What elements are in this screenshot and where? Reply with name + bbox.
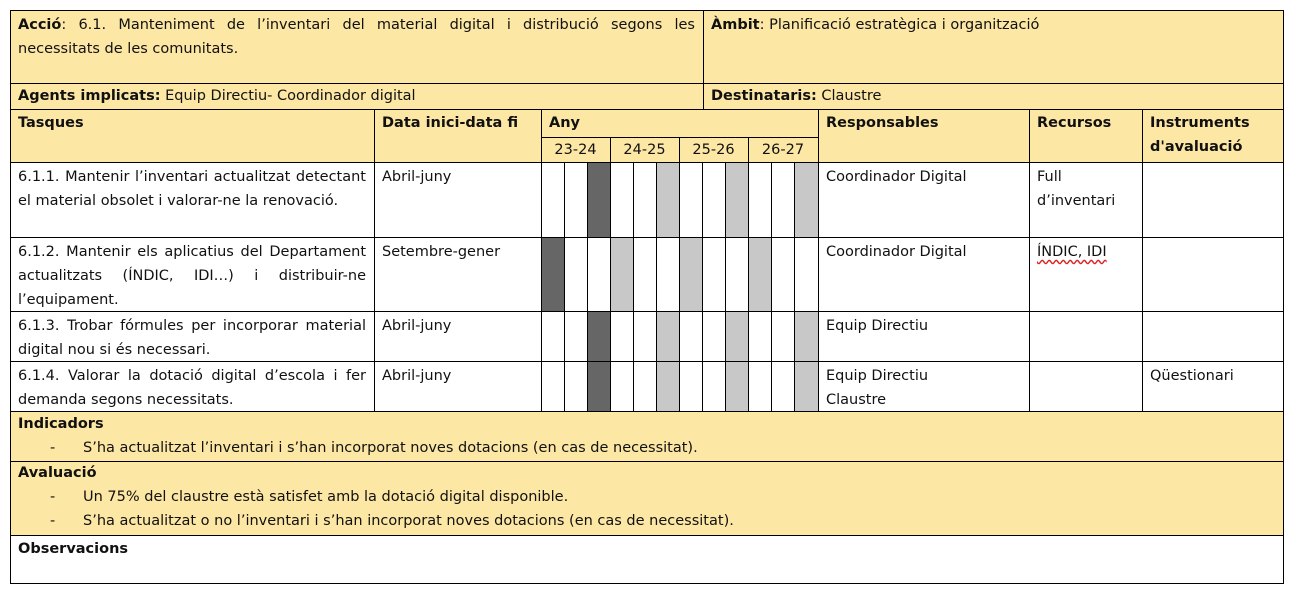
task-2-dates: Setembre-gener: [374, 237, 541, 311]
col-tasques: Tasques: [10, 109, 374, 162]
ambit-cell: [703, 10, 1283, 83]
col-any: Any: [541, 109, 818, 137]
border-line: [10, 535, 1283, 536]
task-1-dates: Abril-juny: [374, 162, 541, 237]
gantt-cell: [748, 162, 771, 237]
accio-text: : 6.1. Manteniment de l’inventari del material digital i distribució segons les necessitats de les comunitats.: [18, 17, 695, 57]
avaluacio-section: [10, 461, 1283, 535]
border-line: [794, 162, 795, 411]
border-line: [633, 162, 634, 411]
gantt-cell: [794, 361, 818, 411]
border-line: [10, 461, 1283, 462]
gantt-cell: [587, 237, 610, 311]
accio-cell: [10, 10, 703, 83]
border-line: [564, 162, 565, 411]
border-line: [541, 109, 542, 411]
action-plan-table: [10, 10, 1283, 584]
year-23-24: 23-24: [541, 137, 610, 162]
indicadors-section: [10, 411, 1283, 461]
destinataris-label: Destinataris:: [711, 88, 817, 104]
gantt-cell: [771, 361, 794, 411]
indicadors-item: - S’ha actualitzat l’inventari i s’han incorporat noves dotacions (en cas de necessitat).: [18, 436, 1275, 460]
task-2-responsables: Coordinador Digital: [818, 237, 1029, 311]
gantt-cell: [725, 162, 748, 237]
ambit-label: Àmbit: [711, 17, 760, 33]
border-line: [1029, 109, 1030, 411]
border-line: [10, 411, 1283, 412]
year-24-25: 24-25: [610, 137, 679, 162]
border-line: [610, 137, 611, 411]
border-line: [10, 361, 1283, 362]
gantt-cell: [771, 237, 794, 311]
border-line: [10, 10, 11, 584]
avaluacio-item: - Un 75% del claustre està satisfet amb la dotació digital disponible.: [18, 485, 1275, 509]
border-line: [10, 83, 1283, 84]
gantt-cell: [656, 237, 679, 311]
gantt-cell: [725, 237, 748, 311]
task-4-recursos: [1029, 361, 1142, 411]
gantt-cell: [748, 361, 771, 411]
task-4-responsables: [818, 361, 1029, 411]
gantt-cell: [610, 162, 633, 237]
border-line: [818, 109, 819, 411]
border-line: [771, 162, 772, 411]
gantt-cell: [541, 361, 564, 411]
border-line: [10, 311, 1283, 312]
gantt-cell: [748, 311, 771, 361]
gantt-cell: [541, 162, 564, 237]
gantt-cell: [541, 237, 564, 311]
gantt-cell: [794, 237, 818, 311]
border-line: [10, 162, 1283, 163]
task-3-recursos: [1029, 311, 1142, 361]
border-line: [10, 583, 1284, 584]
gantt-cell: [679, 311, 702, 361]
gantt-cell: [587, 162, 610, 237]
task-3-text: 6.1.3. Trobar fórmules per incorporar material digital nou si és necessari.: [10, 311, 374, 361]
year-26-27: 26-27: [748, 137, 818, 162]
gantt-cell: [610, 311, 633, 361]
task-4-responsable-1: Equip Directiu: [826, 368, 929, 384]
gantt-cell: [633, 237, 656, 311]
gantt-cell: [679, 361, 702, 411]
task-4-text: 6.1.4. Valorar la dotació digital d’escola i fer demanda segons necessitats.: [10, 361, 374, 411]
border-line: [1142, 109, 1143, 411]
task-3-instruments: [1142, 311, 1283, 361]
gantt-cell: [656, 361, 679, 411]
border-line: [10, 10, 1283, 11]
gantt-cell: [610, 361, 633, 411]
border-line: [374, 109, 375, 411]
task-2-instruments: [1142, 237, 1283, 311]
col-instruments: Instruments d'avaluació: [1142, 109, 1283, 162]
border-line: [10, 237, 1283, 238]
observacions-section: [10, 535, 1283, 584]
border-line: [725, 162, 726, 411]
avaluacio-title: Avaluació: [18, 465, 97, 481]
col-responsables: Responsables: [818, 109, 1029, 162]
border-line: [679, 137, 680, 411]
border-line: [1283, 10, 1284, 584]
gantt-cell: [725, 361, 748, 411]
border-line: [703, 10, 704, 109]
border-line: [748, 137, 749, 411]
gantt-cell: [794, 311, 818, 361]
gantt-cell: [702, 237, 725, 311]
gantt-cell: [564, 162, 587, 237]
gantt-cell: [587, 361, 610, 411]
col-data: Data inici-data fi: [374, 109, 541, 162]
gantt-cell: [794, 162, 818, 237]
gantt-cell: [702, 162, 725, 237]
indicadors-title: Indicadors: [18, 416, 104, 432]
gantt-cell: [656, 162, 679, 237]
gantt-cell: [633, 162, 656, 237]
destinataris-cell: [703, 83, 1283, 109]
gantt-cell: [633, 311, 656, 361]
gantt-cell: [702, 361, 725, 411]
year-25-26: 25-26: [679, 137, 748, 162]
observacions-title: Observacions: [18, 541, 129, 557]
task-3-dates: Abril-juny: [374, 311, 541, 361]
col-recursos: Recursos: [1029, 109, 1142, 162]
border-line: [656, 162, 657, 411]
task-1-responsables: Coordinador Digital: [818, 162, 1029, 237]
avaluacio-item: - S’ha actualitzat o no l’inventari i s’han incorporat noves dotacions (en cas de necessitat).: [18, 509, 1275, 533]
gantt-cell: [771, 311, 794, 361]
task-4-dates: Abril-juny: [374, 361, 541, 411]
task-1-recursos: Full d’inventari: [1029, 162, 1142, 237]
gantt-cell: [702, 311, 725, 361]
task-3-responsables: Equip Directiu: [818, 311, 1029, 361]
gantt-cell: [564, 361, 587, 411]
gantt-cell: [610, 237, 633, 311]
task-2-recursos: ÍNDIC, IDI: [1029, 237, 1142, 311]
gantt-cell: [748, 237, 771, 311]
task-1-instruments: [1142, 162, 1283, 237]
gantt-cell: [656, 311, 679, 361]
gantt-cell: [564, 311, 587, 361]
agents-cell: [10, 83, 703, 109]
gantt-cell: [725, 311, 748, 361]
task-1-text: 6.1.1. Mantenir l’inventari actualitzat detectant el material obsolet i valorar-ne la renovació.: [10, 162, 374, 237]
gantt-cell: [564, 237, 587, 311]
border-line: [702, 162, 703, 411]
agents-label: Agents implicats:: [18, 88, 161, 104]
gantt-cell: [633, 361, 656, 411]
border-line: [10, 109, 1283, 110]
task-4-instruments: Qüestionari: [1142, 361, 1283, 411]
task-2-text: 6.1.2. Mantenir els aplicatius del Departament actualitzats (ÍNDIC, IDI…) i distribuir-ne l’equipament.: [10, 237, 374, 311]
agents-text: Equip Directiu- Coordinador digital: [160, 88, 416, 104]
task-4-responsable-2: Claustre: [826, 392, 887, 408]
gantt-cell: [541, 311, 564, 361]
gantt-cell: [587, 311, 610, 361]
gantt-cell: [679, 237, 702, 311]
destinataris-text: Claustre: [816, 88, 882, 104]
border-line: [587, 162, 588, 411]
gantt-cell: [679, 162, 702, 237]
accio-label: Acció: [18, 17, 62, 33]
ambit-text: : Planificació estratègica i organització: [759, 17, 1040, 33]
gantt-cell: [771, 162, 794, 237]
